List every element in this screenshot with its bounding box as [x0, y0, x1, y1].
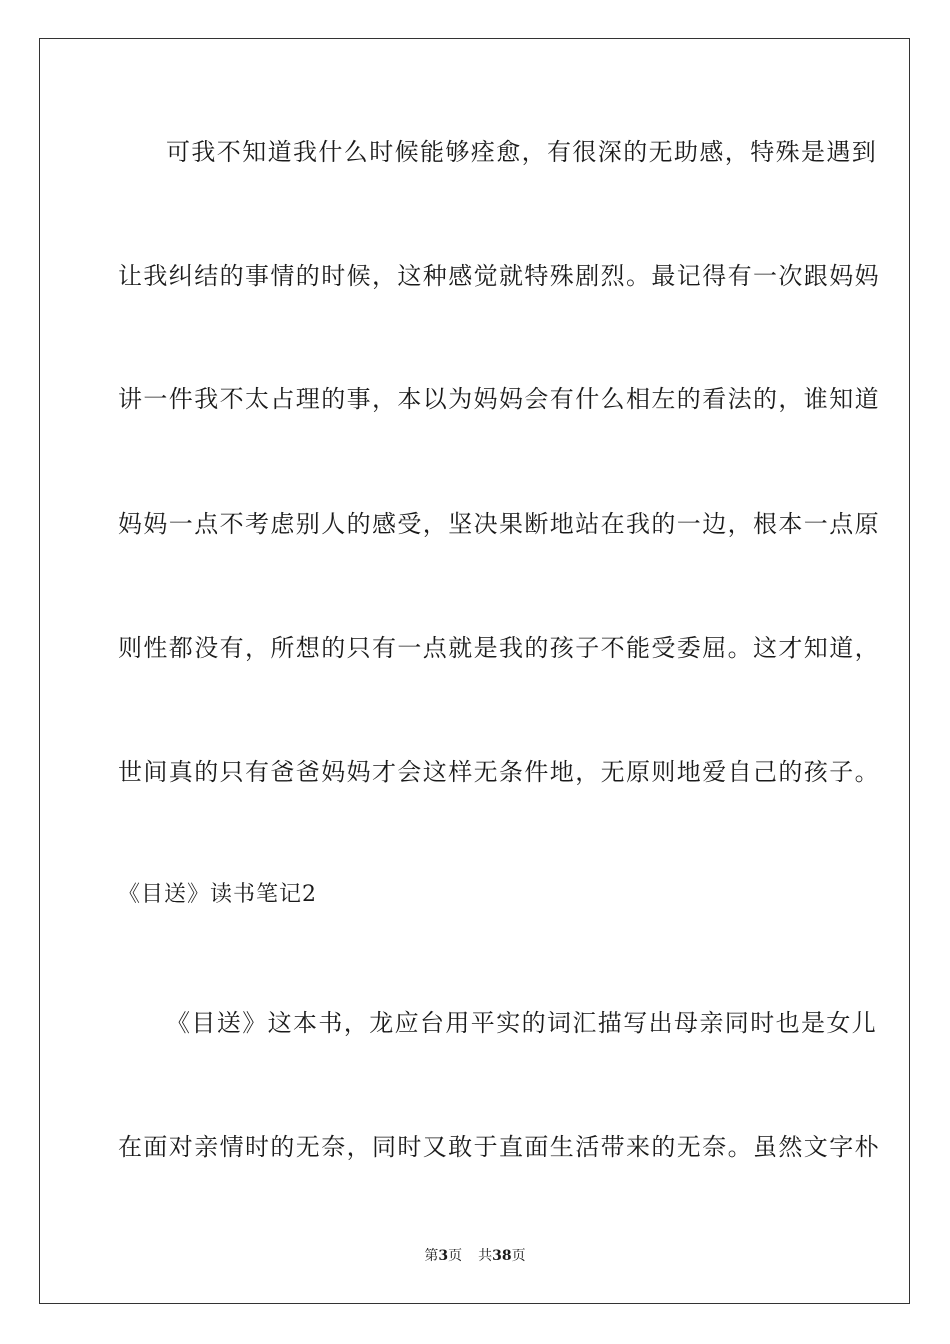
paragraph-line: 让我纠结的事情的时候，这种感觉就特殊剧烈。最记得有一次跟妈妈: [118, 262, 880, 290]
total-suffix: 页: [511, 1248, 526, 1264]
paragraph-line: 可我不知道我什么时候能够痊愈，有很深的无助感，特殊是遇到: [166, 138, 878, 166]
paragraph-line: 《目送》这本书，龙应台用平实的词汇描写出母亲同时也是女儿: [166, 1009, 878, 1037]
paragraph-line: 世间真的只有爸爸妈妈才会这样无条件地，无原则地爱自己的孩子。: [118, 758, 880, 786]
page-footer: [0, 1247, 950, 1265]
page-border: [39, 38, 910, 1304]
paragraph-line: 妈妈一点不考虑别人的感受，坚决果断地站在我的一边，根本一点原: [118, 510, 880, 538]
total-pages: 38: [492, 1248, 512, 1264]
section-heading: 《目送》读书笔记2: [118, 882, 317, 907]
paragraph-line: 讲一件我不太占理的事，本以为妈妈会有什么相左的看法的，谁知道: [118, 385, 880, 413]
paragraph-line: 在面对亲情时的无奈，同时又敢于直面生活带来的无奈。虽然文字朴: [118, 1133, 880, 1161]
page-prefix: 第: [424, 1248, 439, 1264]
total-prefix: 共: [478, 1248, 493, 1264]
page-suffix: 页: [448, 1248, 463, 1264]
paragraph-line: 则性都没有，所想的只有一点就是我的孩子不能受委屈。这才知道，: [118, 634, 880, 662]
page-number: 3: [438, 1248, 449, 1264]
